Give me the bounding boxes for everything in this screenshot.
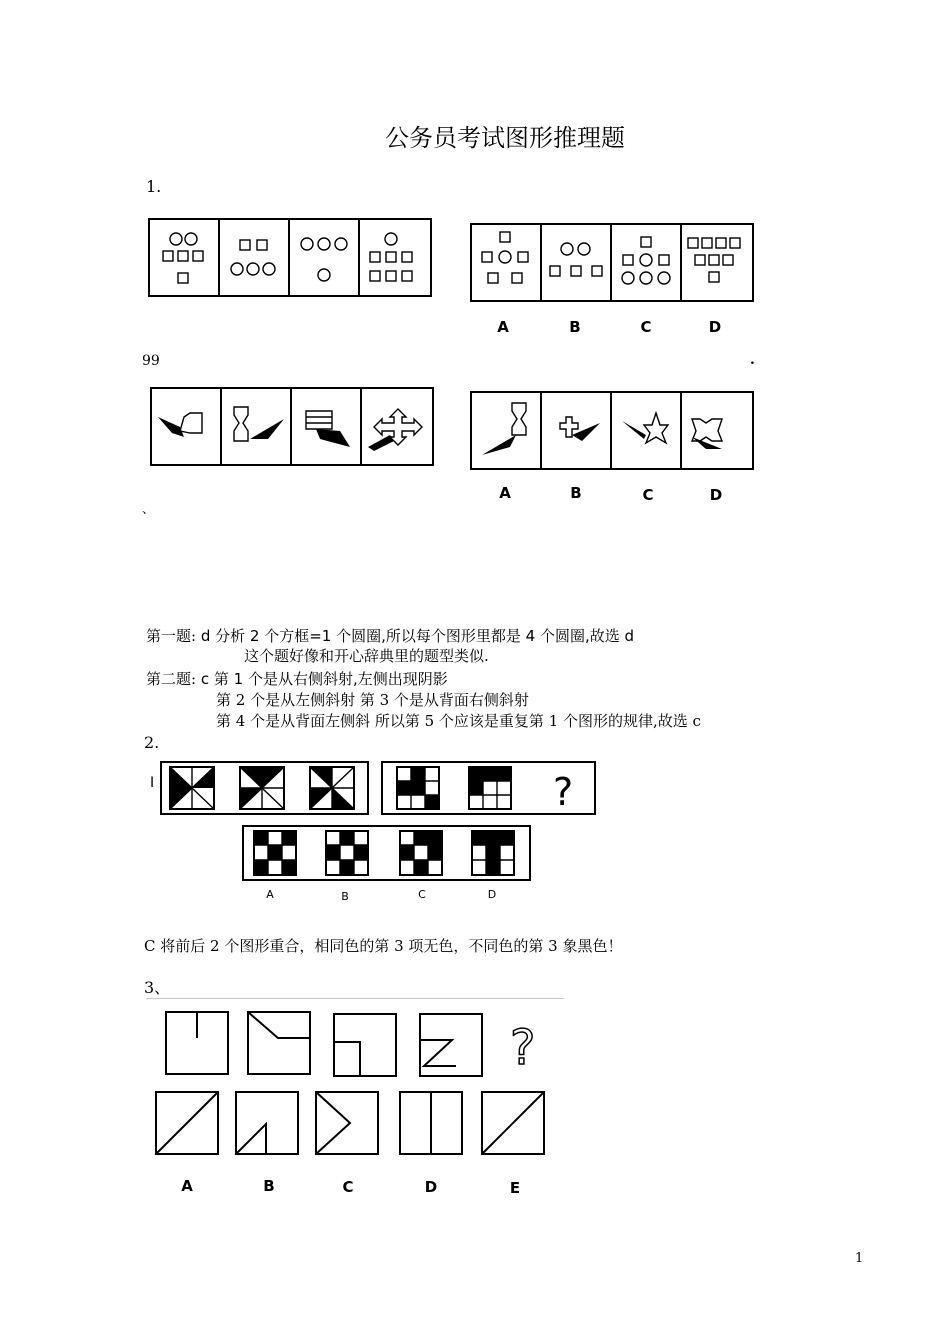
- q3-option-e: E: [509, 1179, 521, 1197]
- q3-sequence-figure: [160, 1008, 560, 1078]
- q1b-options-figure: [470, 391, 754, 471]
- q1b-sequence-figure: [150, 387, 434, 467]
- q1-option-b: B: [569, 318, 581, 336]
- q2-option-a: A: [266, 888, 274, 901]
- q1-option-c: C: [640, 318, 652, 336]
- divider: [146, 998, 564, 999]
- q2-option-d: D: [487, 888, 497, 901]
- page-number: 1: [855, 1251, 864, 1266]
- q3-option-b: B: [263, 1177, 275, 1195]
- answer-2-line3: 第 4 个是从背面左侧斜 所以第 5 个应该是重复第 1 个图形的规律,故选 c: [216, 712, 701, 730]
- q3-options-figure: [150, 1088, 554, 1158]
- stray-mark: 、: [142, 502, 155, 516]
- q1-option-a: A: [497, 318, 509, 336]
- answer-1-note: 这个题好像和开心辞典里的题型类似.: [244, 647, 489, 665]
- q1-options-figure: [470, 223, 754, 303]
- page-title: 公务员考试图形推理题: [385, 124, 625, 152]
- q2-margin-mark: I: [150, 775, 155, 791]
- q2-option-c: C: [418, 888, 426, 901]
- q1-sequence-figure: [148, 218, 432, 298]
- answer-2-line2: 第 2 个是从左侧斜射 第 3 个是从背面右侧斜射: [216, 691, 529, 709]
- answer-1-line: 第一题: d 分析 2 个方框=1 个圆圈,所以每个图形里都是 4 个圆圈,故选 d: [146, 627, 635, 645]
- q1-option-d: D: [708, 318, 722, 336]
- q3-option-c: C: [342, 1178, 354, 1196]
- q2-question-mark: ?: [553, 770, 574, 814]
- margin-dot: .: [750, 352, 755, 368]
- q1b-option-d: D: [709, 486, 723, 504]
- answer-q2: C 将前后 2 个图形重合，相同色的第 3 项无色，不同色的第 3 象黑色！: [144, 937, 623, 955]
- q1b-option-a: A: [499, 484, 511, 502]
- q2-option-b: B: [341, 890, 349, 903]
- q2-sequence-left: [160, 761, 370, 817]
- q3-question-mark: ?: [510, 1020, 536, 1076]
- q2-options-figure: [242, 825, 532, 883]
- q3-option-d: D: [424, 1178, 438, 1196]
- q1b-option-c: C: [642, 486, 654, 504]
- question-2-number: 2.: [144, 733, 160, 752]
- q3-option-a: A: [181, 1177, 193, 1195]
- q2-sequence-right: [381, 761, 597, 817]
- q1b-option-b: B: [570, 484, 582, 502]
- margin-mark: 99: [142, 353, 160, 369]
- answer-2-line: 第二题: c 第 1 个是从右侧斜射,左侧出现阴影: [146, 670, 448, 688]
- question-3-number: 3、: [144, 978, 171, 997]
- question-1-number: 1.: [146, 177, 162, 196]
